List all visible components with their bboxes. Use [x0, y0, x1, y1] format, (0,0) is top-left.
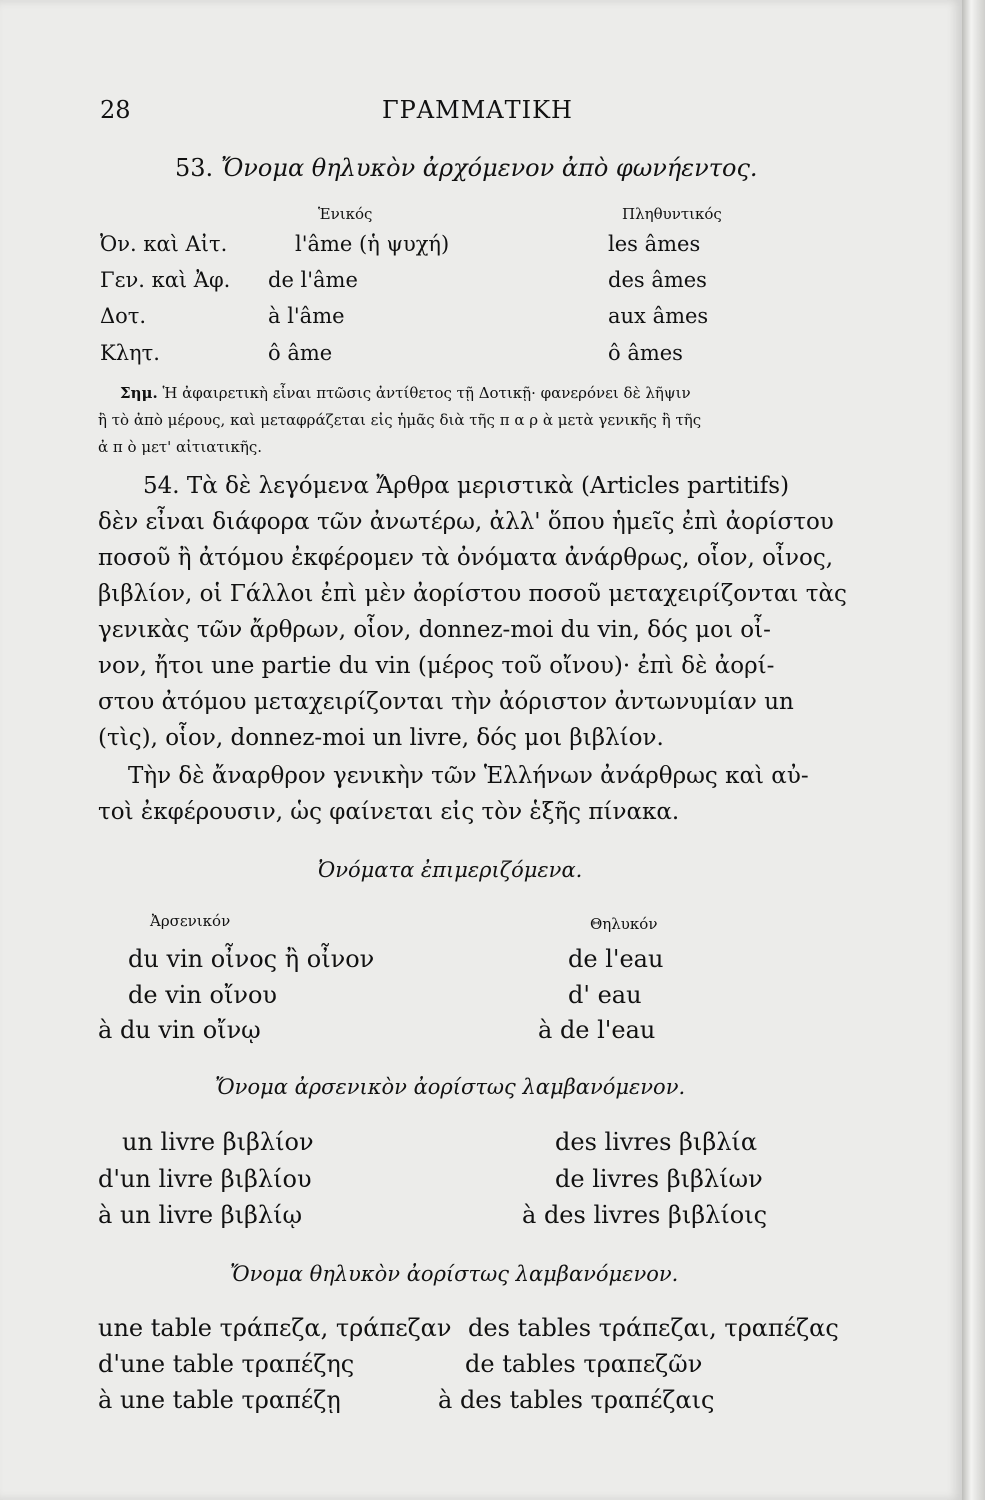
- feminine-form: de l'eau: [568, 945, 664, 973]
- case-label: Δοτ.: [100, 304, 147, 328]
- singular-form: ô âme: [268, 341, 333, 365]
- s54-line: Τὴν δὲ ἄναρθρον γενικὴν τῶν Ἑλλήνων ἀνάρθρως καὶ αὐ-: [128, 763, 809, 789]
- masculine-form: de vin οἴνου: [128, 981, 278, 1009]
- plural-form: de livres βιβλίων: [555, 1165, 763, 1193]
- masculine-table-title: Ὄνομα ἀρσενικὸν ἀορίστως λαμβανόμενον.: [215, 1075, 686, 1099]
- note-line-2: ἢ τὸ ἀπὸ μέρους, καὶ μεταφράζεται εἰς ἡμᾶς διὰ τῆς π α ρ ὰ μετὰ γενικῆς ἢ τῆς: [98, 411, 702, 429]
- s54-line: βιβλίον, οἱ Γάλλοι ἐπὶ μὲν ἀορίστου ποσοῦ μεταχειρίζονται τὰς: [98, 581, 847, 607]
- book-spine-edge: [962, 0, 985, 1500]
- section-53-title: Ὄνομα θηλυκὸν ἀρχόμενον ἀπὸ φωνήεντος.: [220, 154, 758, 182]
- singular-form: l'âme (ἡ ψυχή): [295, 232, 450, 256]
- case-label: Γεν. καὶ Ἀφ.: [100, 268, 231, 292]
- masculine-form: à du vin οἴνῳ: [98, 1016, 261, 1044]
- feminine-table-title: Ὄνομα θηλυκὸν ἀορίστως λαμβανόμενον.: [230, 1262, 679, 1286]
- s54-line: ποσοῦ ἢ ἀτόμου ἐκφέρομεν τὰ ὀνόματα ἀνάρθρως, οἷον, οἶνος,: [98, 545, 834, 571]
- singular-form: à une table τραπέζῃ: [98, 1386, 341, 1414]
- plural-form: aux âmes: [608, 304, 709, 328]
- plural-form: de tables τραπεζῶν: [465, 1350, 703, 1378]
- col-plural-label: Πληθυντικός: [622, 205, 722, 223]
- singular-form: à un livre βιβλίῳ: [98, 1201, 303, 1229]
- singular-form: une table τράπεζα, τράπεζαν: [98, 1314, 452, 1342]
- s54-line: νον, ἤτοι une partie du vin (μέρος τοῦ οἴνου)· ἐπὶ δὲ ἀορί-: [98, 653, 775, 679]
- feminine-form: à de l'eau: [538, 1016, 656, 1044]
- masculine-form: du vin οἶνος ἢ οἶνον: [128, 945, 375, 973]
- page-number: 28: [100, 96, 131, 124]
- s54-line: γενικὰς τῶν ἄρθρων, οἷον, donnez-moi du vin, δός μοι οἶ-: [98, 617, 771, 643]
- plural-form: ô âmes: [608, 341, 683, 365]
- plural-form: des âmes: [608, 268, 707, 292]
- col-feminine-label: Θηλυκόν: [590, 915, 658, 933]
- singular-form: de l'âme: [268, 268, 358, 292]
- singular-form: d'une table τραπέζης: [98, 1350, 355, 1378]
- section-53-heading: [175, 154, 758, 182]
- plural-form: des tables τράπεζαι, τραπέζας: [468, 1314, 839, 1342]
- s54-line: 54. Τὰ δὲ λεγόμενα Ἄρθρα μεριστικὰ (Articles partitifs): [143, 473, 790, 499]
- running-title: ΓΡΑΜΜΑΤΙΚΗ: [382, 96, 573, 124]
- case-label: Ὀν. καὶ Αἰτ.: [100, 232, 228, 256]
- partitive-table-title: Ὀνόματα ἐπιμεριζόμενα.: [318, 858, 583, 882]
- s54-line: δὲν εἶναι διάφορα τῶν ἀνωτέρω, ἀλλ' ὅπου ἡμεῖς ἐπὶ ἀορίστου: [98, 509, 834, 535]
- col-singular-label: Ἑνικός: [318, 205, 373, 223]
- plural-form: à des tables τραπέζαις: [438, 1386, 715, 1414]
- plural-form: des livres βιβλία: [555, 1128, 758, 1156]
- s54-line: στου ἀτόμου μεταχειρίζονται τὴν ἀόριστον ἀντωνυμίαν un: [98, 689, 794, 715]
- singular-form: un livre βιβλίον: [122, 1128, 314, 1156]
- feminine-form: d' eau: [568, 981, 642, 1009]
- case-label: Κλητ.: [100, 341, 160, 365]
- plural-form: les âmes: [608, 232, 701, 256]
- section-53-number: 53.: [175, 154, 214, 182]
- note-label: Σημ.: [120, 384, 158, 402]
- col-masculine-label: Ἀρσενικόν: [150, 912, 231, 930]
- note-line-3: ἀ π ὸ μετ' αἰτιατικῆς.: [98, 438, 263, 456]
- s54-line: (τὶς), οἷον, donnez-moi un livre, δός μοι βιβλίον.: [98, 725, 664, 751]
- singular-form: à l'âme: [268, 304, 345, 328]
- note-line-1: Σημ. Ἡ ἀφαιρετικὴ εἶναι πτῶσις ἀντίθετος τῇ Δοτικῇ· φανερόνει δὲ λῆψιν: [120, 384, 691, 402]
- singular-form: d'un livre βιβλίου: [98, 1165, 312, 1193]
- s54-line: τοὶ ἐκφέρουσιν, ὡς φαίνεται εἰς τὸν ἑξῆς πίνακα.: [98, 799, 680, 825]
- plural-form: à des livres βιβλίοις: [522, 1201, 768, 1229]
